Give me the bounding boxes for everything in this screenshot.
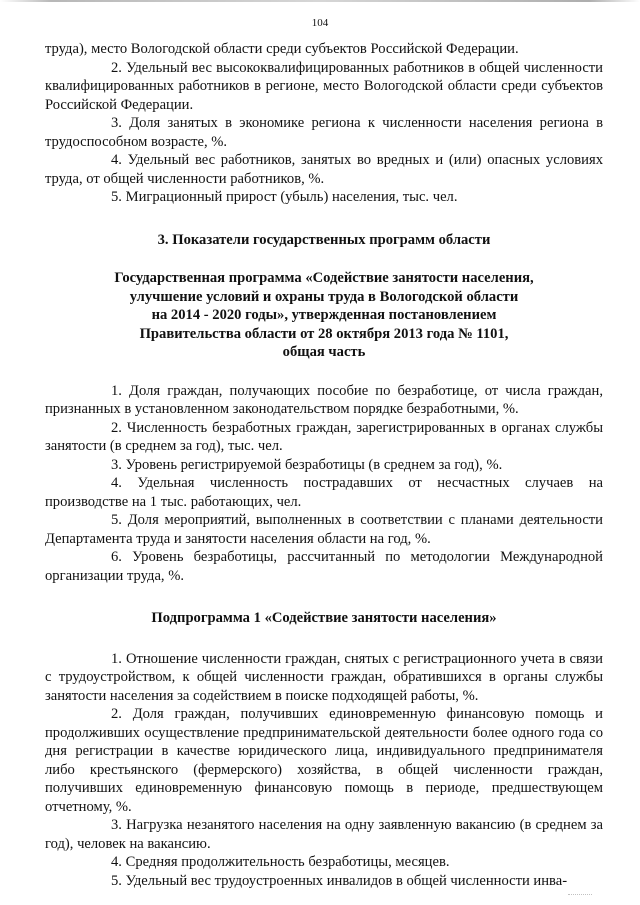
program-title-line-4: Правительства области от 28 октября 2013 года № 1101, [139, 325, 509, 342]
program-title-line-3: на 2014 - 2020 годы», утвержденная постановлением [151, 307, 497, 323]
intro-item-3: 3. Доля занятых в экономике региона к численности населения региона в трудоспособном возрасте, %. [45, 115, 603, 150]
intro-item-5: 5. Миграционный прирост (убыль) населения, тыс. чел. [111, 189, 458, 205]
program-item-4: 4. Удельная численность пострадавших от несчастных случаев на производстве на 1 тыс. работающих, чел. [45, 475, 603, 510]
program-title [45, 269, 603, 362]
program-item-5: 5. Доля мероприятий, выполненных в соответствии с планами деятельности Департамента труда и занятости населения области на год, %. [45, 512, 603, 547]
subprogram-heading: Подпрограмма 1 «Содействие занятости населения» [151, 610, 497, 626]
subprogram-item-4: 4. Средняя продолжительность безработицы, месяцев. [111, 854, 450, 870]
subprogram-indicators-list [45, 650, 603, 891]
intro-item-2: 2. Удельный вес высококвалифицированных работников в общей численности квалифицированных работников в регионе, место Вологодской области среди субъектов Российской Федерации. [45, 59, 603, 113]
subprogram-item-1: 1. Отношение численности граждан, снятых с регистрационного учета в связи с трудоустройством, к общей численности граждан, обратившихся в органы службы занятости населения за содействием в поиске подходящей работы, %. [45, 650, 603, 704]
document-body [45, 40, 603, 890]
program-title-line-1: Государственная программа «Содействие занятости населения, [114, 270, 534, 286]
program-title-line-2: улучшение условий и охраны труда в Вологодской области [129, 288, 519, 305]
program-item-3: 3. Уровень регистрируемой безработицы (в среднем за год), %. [111, 456, 503, 473]
program-item-1: 1. Доля граждан, получающих пособие по безработице, от числа граждан, признанных в установленном законодательством порядке безработными, %. [45, 382, 603, 417]
scan-artifact-mark [568, 894, 592, 898]
program-indicators-list [45, 382, 603, 586]
program-title-line-5: общая часть [282, 344, 366, 360]
scan-top-edge [0, 0, 640, 2]
program-item-2: 2. Численность безработных граждан, зарегистрированных в органах службы занятости (в среднем за год), тыс. чел. [45, 419, 603, 454]
program-item-6: 6. Уровень безработицы, рассчитанный по методологии Международной организации труда, %. [45, 549, 603, 584]
intro-item-4: 4. Удельный вес работников, занятых во вредных и (или) опасных условиях труда, от общей численности работников, %. [45, 152, 603, 187]
subprogram-item-3: 3. Нагрузка незанятого населения на одну заявленную вакансию (в среднем за год), человек на вакансию. [45, 817, 603, 852]
subprogram-item-2: 2. Доля граждан, получивших единовременную финансовую помощь и продолживших осуществление предпринимательской деятельности более одного года со дня регистрации в качестве юридического лица, индивидуального предпринимателя либо крестьянского (фермерского) хозяйства, в общей численности граждан, получивших единовременную финансовую помощь в периоде, предшествующем отчетному, %. [45, 706, 603, 815]
page-number: 104 [311, 17, 329, 29]
subprogram-item-5: 5. Удельный вес трудоустроенных инвалидов в общей численности инва- [111, 872, 568, 889]
continuation-line: труда), место Вологодской области среди субъектов Российской Федерации. [45, 41, 519, 57]
section-heading: 3. Показатели государственных программ области [157, 231, 491, 248]
